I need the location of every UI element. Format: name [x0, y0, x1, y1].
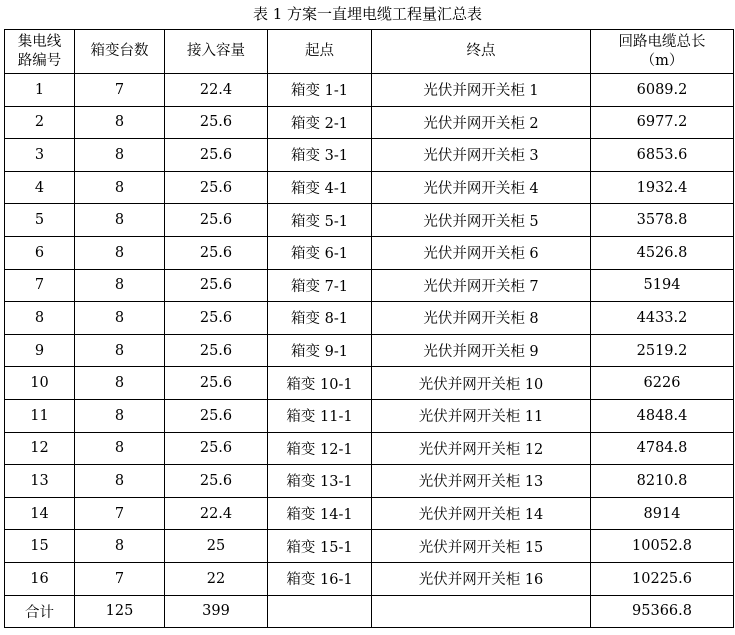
table-row [5, 204, 734, 237]
cell-cable-length: 2519.2 [591, 334, 734, 367]
cell-end-point: 光伏并网开关柜 11 [372, 399, 591, 432]
cell-capacity: 25 [165, 530, 268, 563]
header-cell-transformer-count: 箱变台数 [75, 30, 165, 74]
cell-capacity: 22.4 [165, 74, 268, 107]
cell-capacity: 25.6 [165, 399, 268, 432]
cell-transformer-count: 8 [75, 204, 165, 237]
cell-capacity: 25.6 [165, 334, 268, 367]
cell-end-point: 光伏并网开关柜 15 [372, 530, 591, 563]
cell-start-point: 箱变 16-1 [268, 562, 372, 595]
cell-end-point: 光伏并网开关柜 14 [372, 497, 591, 530]
table-row [5, 530, 734, 563]
header-cell-line-number: 集电线 路编号 [5, 30, 75, 74]
cell-transformer-count: 7 [75, 562, 165, 595]
cell-cable-length: 5194 [591, 269, 734, 302]
cell-start-point: 箱变 12-1 [268, 432, 372, 465]
total-cell-start-point [268, 595, 372, 628]
cell-transformer-count: 8 [75, 139, 165, 172]
total-row [5, 595, 734, 628]
cell-start-point: 箱变 6-1 [268, 236, 372, 269]
table-row [5, 74, 734, 107]
cell-start-point: 箱变 8-1 [268, 302, 372, 335]
table-row [5, 465, 734, 498]
cell-line-number: 7 [5, 269, 75, 302]
cell-end-point: 光伏并网开关柜 9 [372, 334, 591, 367]
cell-capacity: 25.6 [165, 204, 268, 237]
table-row [5, 106, 734, 139]
cell-transformer-count: 7 [75, 497, 165, 530]
cell-line-number: 6 [5, 236, 75, 269]
cable-quantity-table [4, 29, 734, 628]
cell-line-number: 8 [5, 302, 75, 335]
cell-line-number: 10 [5, 367, 75, 400]
cell-end-point: 光伏并网开关柜 5 [372, 204, 591, 237]
cell-start-point: 箱变 13-1 [268, 465, 372, 498]
table-row [5, 139, 734, 172]
cell-transformer-count: 8 [75, 432, 165, 465]
table-row [5, 497, 734, 530]
cell-transformer-count: 8 [75, 302, 165, 335]
cell-start-point: 箱变 9-1 [268, 334, 372, 367]
header-cell-start-point: 起点 [268, 30, 372, 74]
cell-start-point: 箱变 15-1 [268, 530, 372, 563]
total-cell-capacity: 399 [165, 595, 268, 628]
cell-line-number: 5 [5, 204, 75, 237]
cell-capacity: 25.6 [165, 367, 268, 400]
cell-start-point: 箱变 11-1 [268, 399, 372, 432]
header-cell-end-point: 终点 [372, 30, 591, 74]
cell-end-point: 光伏并网开关柜 10 [372, 367, 591, 400]
header-row [5, 30, 734, 74]
cell-cable-length: 4848.4 [591, 399, 734, 432]
table-body [5, 74, 734, 628]
cell-cable-length: 4526.8 [591, 236, 734, 269]
cell-cable-length: 8210.8 [591, 465, 734, 498]
cell-cable-length: 8914 [591, 497, 734, 530]
cell-start-point: 箱变 3-1 [268, 139, 372, 172]
cell-capacity: 25.6 [165, 432, 268, 465]
cell-transformer-count: 8 [75, 399, 165, 432]
cell-start-point: 箱变 7-1 [268, 269, 372, 302]
cell-capacity: 22.4 [165, 497, 268, 530]
cell-start-point: 箱变 14-1 [268, 497, 372, 530]
cell-start-point: 箱变 4-1 [268, 171, 372, 204]
cell-transformer-count: 7 [75, 74, 165, 107]
cell-cable-length: 10052.8 [591, 530, 734, 563]
cell-end-point: 光伏并网开关柜 2 [372, 106, 591, 139]
cell-transformer-count: 8 [75, 269, 165, 302]
cell-line-number: 4 [5, 171, 75, 204]
cell-end-point: 光伏并网开关柜 3 [372, 139, 591, 172]
cell-transformer-count: 8 [75, 236, 165, 269]
cell-capacity: 25.6 [165, 465, 268, 498]
cell-cable-length: 6089.2 [591, 74, 734, 107]
cell-end-point: 光伏并网开关柜 1 [372, 74, 591, 107]
cell-capacity: 25.6 [165, 302, 268, 335]
table-row [5, 367, 734, 400]
header-cell-capacity: 接入容量 [165, 30, 268, 74]
cell-transformer-count: 8 [75, 334, 165, 367]
cell-line-number: 15 [5, 530, 75, 563]
cell-line-number: 16 [5, 562, 75, 595]
cell-line-number: 9 [5, 334, 75, 367]
total-cell-transformer-count: 125 [75, 595, 165, 628]
cell-cable-length: 4433.2 [591, 302, 734, 335]
table-row [5, 302, 734, 335]
table-row [5, 399, 734, 432]
cell-start-point: 箱变 2-1 [268, 106, 372, 139]
cell-cable-length: 1932.4 [591, 171, 734, 204]
cell-transformer-count: 8 [75, 465, 165, 498]
table-row [5, 171, 734, 204]
cell-start-point: 箱变 10-1 [268, 367, 372, 400]
table-row [5, 432, 734, 465]
cell-cable-length: 6977.2 [591, 106, 734, 139]
cell-line-number: 1 [5, 74, 75, 107]
cell-transformer-count: 8 [75, 530, 165, 563]
header-cell-cable-length: 回路电缆总长 （m） [591, 30, 734, 74]
cell-end-point: 光伏并网开关柜 12 [372, 432, 591, 465]
table-row [5, 562, 734, 595]
cell-capacity: 25.6 [165, 139, 268, 172]
cell-end-point: 光伏并网开关柜 7 [372, 269, 591, 302]
cell-capacity: 25.6 [165, 236, 268, 269]
total-cell-end-point [372, 595, 591, 628]
cell-end-point: 光伏并网开关柜 6 [372, 236, 591, 269]
cell-start-point: 箱变 1-1 [268, 74, 372, 107]
table-row [5, 269, 734, 302]
cell-end-point: 光伏并网开关柜 4 [372, 171, 591, 204]
cell-line-number: 14 [5, 497, 75, 530]
cell-capacity: 25.6 [165, 106, 268, 139]
table-caption: 表 1 方案一直埋电缆工程量汇总表 [252, 5, 483, 23]
cell-cable-length: 3578.8 [591, 204, 734, 237]
cell-capacity: 25.6 [165, 171, 268, 204]
cell-start-point: 箱变 5-1 [268, 204, 372, 237]
cell-line-number: 11 [5, 399, 75, 432]
cell-cable-length: 4784.8 [591, 432, 734, 465]
table-row [5, 334, 734, 367]
cell-end-point: 光伏并网开关柜 8 [372, 302, 591, 335]
total-cell-line-number: 合计 [5, 595, 75, 628]
cell-cable-length: 6226 [591, 367, 734, 400]
cell-cable-length: 10225.6 [591, 562, 734, 595]
cell-capacity: 22 [165, 562, 268, 595]
cell-line-number: 12 [5, 432, 75, 465]
total-cell-cable-length: 95366.8 [591, 595, 734, 628]
cell-end-point: 光伏并网开关柜 16 [372, 562, 591, 595]
table-row [5, 236, 734, 269]
cell-line-number: 13 [5, 465, 75, 498]
cell-end-point: 光伏并网开关柜 13 [372, 465, 591, 498]
cell-transformer-count: 8 [75, 171, 165, 204]
cell-transformer-count: 8 [75, 106, 165, 139]
cell-transformer-count: 8 [75, 367, 165, 400]
cell-line-number: 3 [5, 139, 75, 172]
cell-line-number: 2 [5, 106, 75, 139]
cell-cable-length: 6853.6 [591, 139, 734, 172]
cell-capacity: 25.6 [165, 269, 268, 302]
